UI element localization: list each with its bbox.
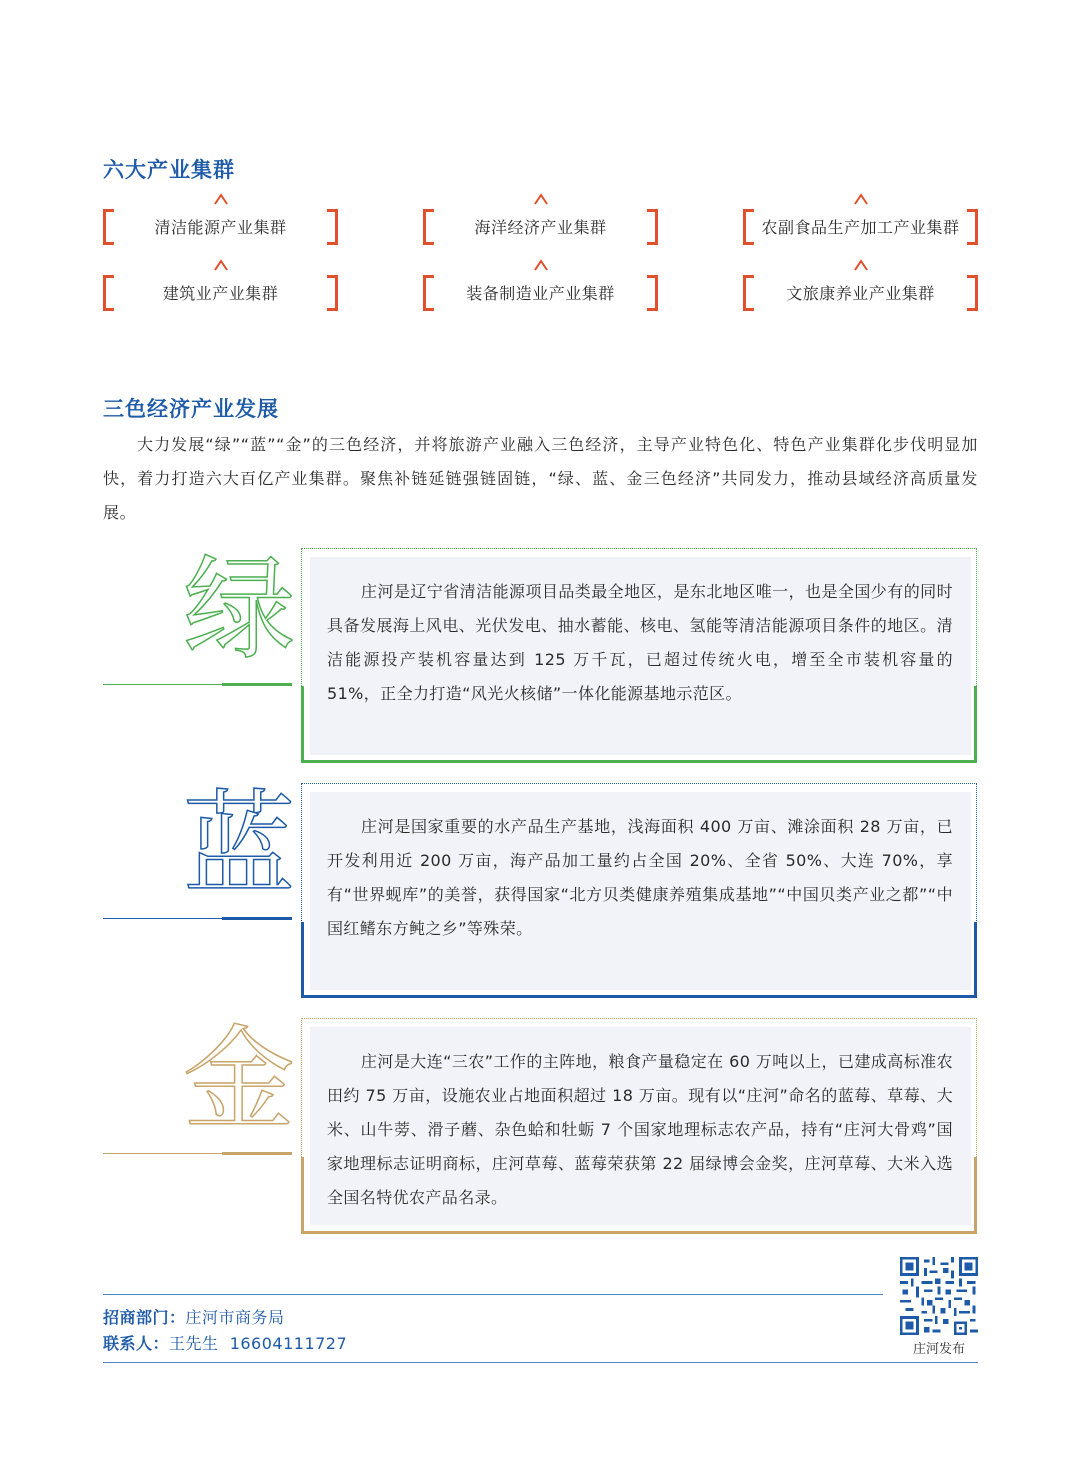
dept-value: 庄河市商务局	[185, 1308, 285, 1327]
green-card-left-edge	[301, 686, 304, 763]
right-bracket	[647, 275, 658, 311]
blue-char-text: 蓝	[183, 783, 295, 901]
green-card	[310, 557, 971, 755]
blue-card-right-edge	[974, 922, 977, 998]
gold-character	[180, 1018, 298, 1136]
cluster-item	[423, 275, 658, 319]
caret-icon	[534, 192, 548, 206]
cluster-item	[103, 209, 338, 253]
blue-card-bottom-edge	[301, 995, 977, 998]
blue-card	[310, 792, 971, 990]
right-bracket	[327, 209, 338, 245]
gold-card-bottom-edge	[301, 1231, 977, 1234]
gold-char-text: 金	[183, 1018, 295, 1136]
footer-divider-bottom	[103, 1362, 978, 1363]
qr-caption: 庄河发布	[912, 1342, 965, 1357]
contact-label: 联系人：	[103, 1334, 170, 1353]
footer-divider-top	[103, 1294, 883, 1295]
dept-label: 招商部门：	[103, 1308, 186, 1327]
gold-accent-bar	[222, 1152, 292, 1155]
caret-icon	[854, 258, 868, 272]
green-card-bottom-edge	[301, 760, 977, 763]
cluster-item	[743, 209, 978, 253]
blue-card-left-edge	[301, 922, 304, 998]
gold-card-left-edge	[301, 1157, 304, 1233]
green-card-text: 庄河是辽宁省清洁能源项目品类最全地区，是东北地区唯一，也是全国少有的同时具备发展海上风电、光伏发电、抽水蓄能、核电、氢能等清洁能源项目条件的地区。清洁能源投产装机容量达到 125 万千瓦，已超过传统火电，增至全市装机容量的 51%，正全力打造“风光火核储”一体化能源基地示范区。	[327, 582, 953, 703]
green-accent-bar	[222, 683, 292, 686]
blue-divider	[103, 918, 223, 919]
cluster-label: 农副食品生产加工产业集群	[761, 218, 960, 237]
gold-divider	[103, 1153, 223, 1154]
investment-dept	[103, 1305, 285, 1328]
green-char-text: 绿	[183, 548, 295, 666]
cluster-label: 文旅康养业产业集群	[786, 284, 935, 303]
tricolor-intro: 大力发展“绿”“蓝”“金”的三色经济，并将旅游产业融入三色经济，主导产业特色化、特色产业集群化步伐明显加快，着力打造六大百亿产业集群。聚焦补链延链强链固链，“绿、蓝、金三色经济”共同发力，推动县域经济高质量发展。	[103, 435, 978, 522]
caret-icon	[854, 192, 868, 206]
contact	[103, 1331, 347, 1354]
right-bracket	[967, 275, 978, 311]
right-bracket	[327, 275, 338, 311]
green-card-right-edge	[974, 686, 977, 763]
blue-accent-bar	[222, 917, 292, 920]
cluster-item	[103, 275, 338, 319]
caret-icon	[214, 192, 228, 206]
cluster-label: 清洁能源产业集群	[154, 218, 287, 237]
cluster-item	[423, 209, 658, 253]
qr-code-icon[interactable]	[900, 1257, 978, 1335]
contact-value: 王先生 16604111727	[169, 1334, 348, 1353]
cluster-item	[743, 275, 978, 319]
blue-character	[180, 783, 298, 901]
caret-icon	[534, 258, 548, 272]
cluster-label: 海洋经济产业集群	[474, 218, 607, 237]
cluster-label: 建筑业产业集群	[162, 284, 279, 303]
caret-icon	[214, 258, 228, 272]
blue-card-text: 庄河是国家重要的水产品生产基地，浅海面积 400 万亩、滩涂面积 28 万亩，已开发利用近 200 万亩，海产品加工量约占全国 20%、全省 50%、大连 70%，享有“世界蚬库”的美誉，获得国家“北方贝类健康养殖集成基地”“中国贝类产业之都”“中国红鳍东方鲀之乡”等殊荣。	[327, 817, 953, 938]
green-character	[180, 548, 298, 666]
right-bracket	[647, 209, 658, 245]
right-bracket	[967, 209, 978, 245]
gold-card	[310, 1027, 971, 1225]
green-divider	[103, 684, 223, 685]
gold-card-right-edge	[974, 1157, 977, 1233]
tricolor-title: 三色经济产业发展	[103, 397, 279, 421]
clusters-title: 六大产业集群	[103, 158, 235, 182]
cluster-label: 装备制造业产业集群	[466, 284, 615, 303]
gold-card-text: 庄河是大连“三农”工作的主阵地，粮食产量稳定在 60 万吨以上，已建成高标准农田约 75 万亩，设施农业占地面积超过 18 万亩。现有以“庄河”命名的蓝莓、草莓、大米、山牛蒡、滑子蘑、杂色蛤和牡蛎 7 个国家地理标志农产品，持有“庄河大骨鸡”国家地理标志证明商标，庄河草莓、蓝莓荣获第 22 届绿博会金奖，庄河草莓、大米入选全国名特优农产品名录。	[327, 1052, 953, 1207]
